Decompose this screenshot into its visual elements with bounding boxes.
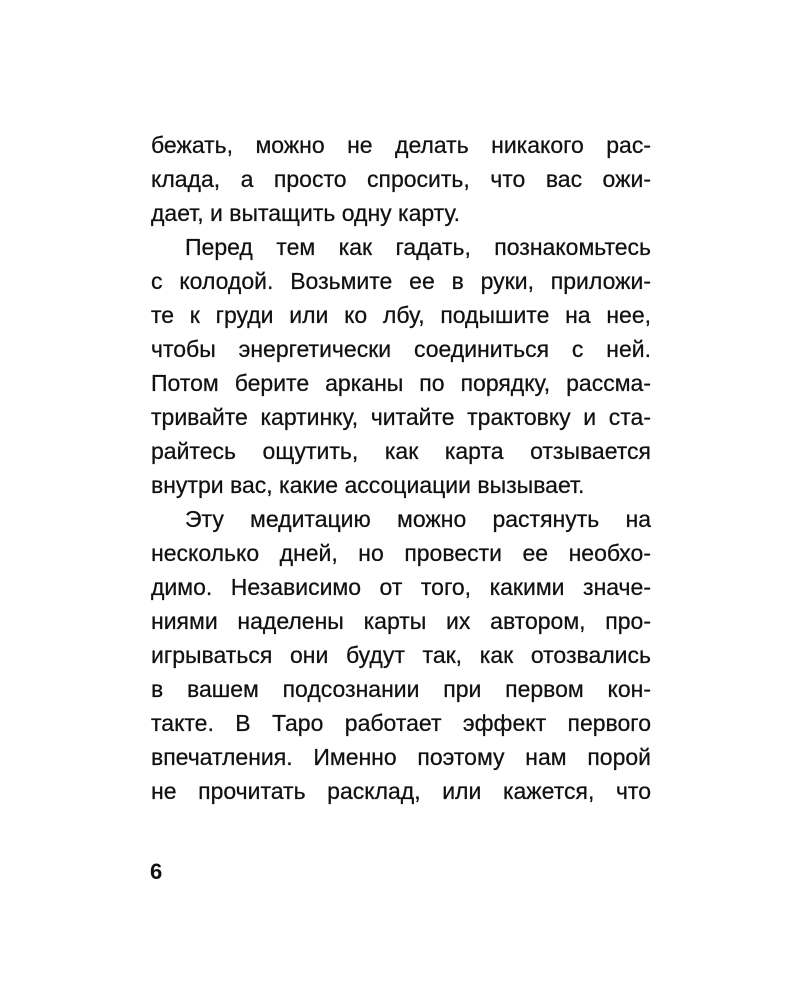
text-line: дает, и вытащить одну карту. bbox=[151, 200, 461, 226]
text-line: клада, а просто спросить, что вас ожи- bbox=[151, 166, 651, 192]
text-line: игрываться они будут так, как отозвались bbox=[151, 642, 651, 668]
text-line: чтобы энергетически соединиться с ней. bbox=[151, 336, 651, 362]
text-line: не прочитать расклад, или кажется, что bbox=[151, 778, 651, 804]
text-line: Потом берите арканы по порядку, рассма- bbox=[151, 370, 651, 396]
text-line: Эту медитацию можно растянуть на bbox=[185, 506, 651, 532]
body-text bbox=[151, 128, 651, 808]
text-line: такте. В Таро работает эффект первого bbox=[151, 710, 651, 736]
text-line: впечатления. Именно поэтому нам порой bbox=[151, 744, 651, 770]
text-line: внутри вас, какие ассоциации вызывает. bbox=[151, 472, 585, 498]
text-line: в вашем подсознании при первом кон- bbox=[151, 676, 651, 702]
text-line: Перед тем как гадать, познакомьтесь bbox=[185, 234, 651, 260]
text-line: тривайте картинку, читайте трактовку и ста- bbox=[151, 404, 651, 430]
text-line: ниями наделены карты их автором, про- bbox=[151, 608, 651, 634]
text-line: с колодой. Возьмите ее в руки, приложи- bbox=[151, 268, 651, 294]
text-line: бежать, можно не делать никакого рас- bbox=[151, 132, 651, 158]
text-line: несколько дней, но провести ее необхо- bbox=[151, 540, 651, 566]
text-line: те к груди или ко лбу, подышите на нее, bbox=[151, 302, 651, 328]
text-line: димо. Независимо от того, какими значе- bbox=[151, 574, 651, 600]
text-line: райтесь ощутить, как карта отзывается bbox=[151, 438, 651, 464]
page-number: 6 bbox=[150, 859, 163, 884]
